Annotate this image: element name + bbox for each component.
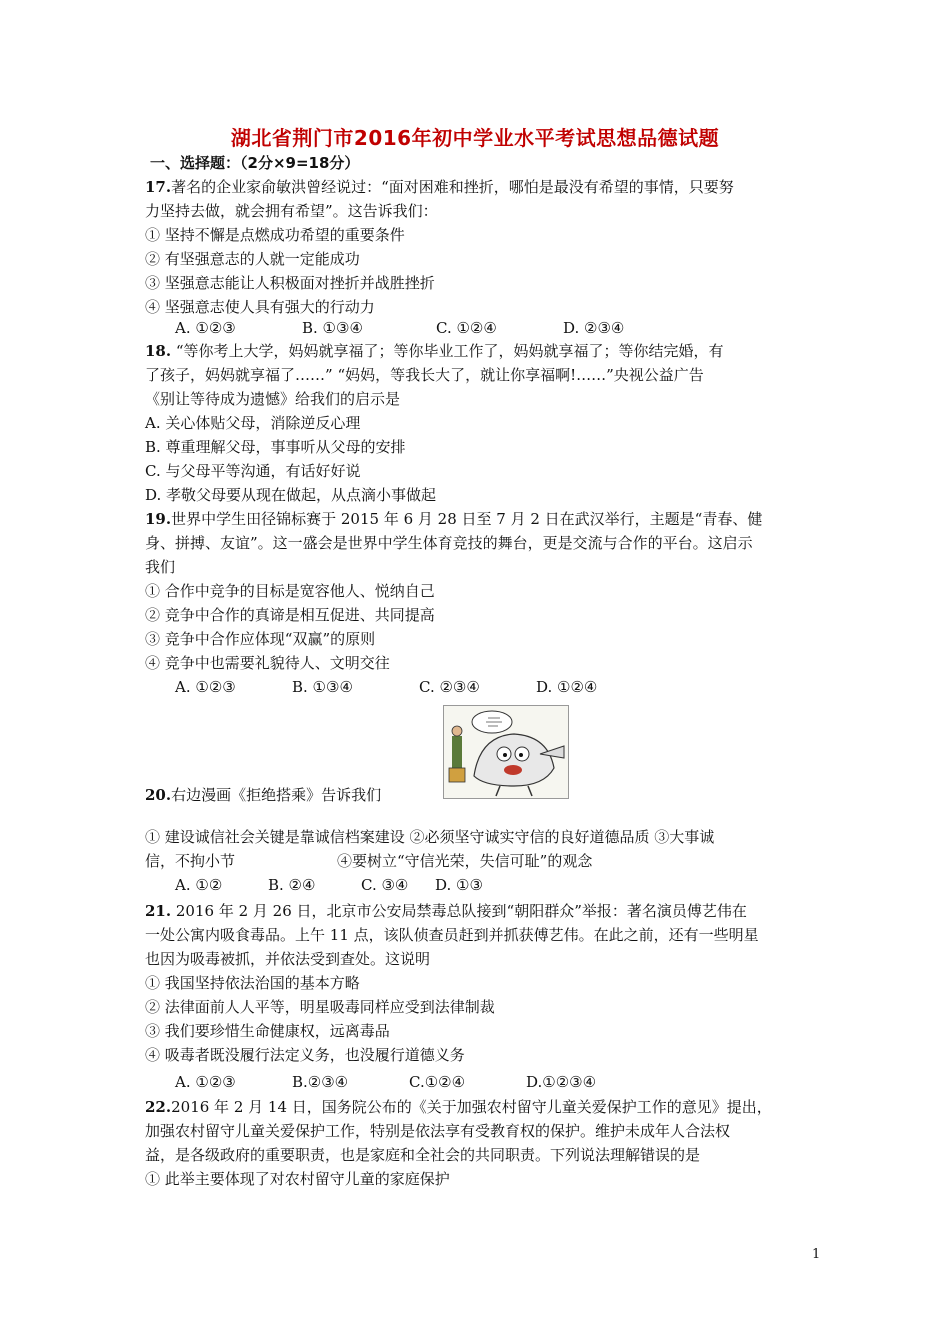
q21-statement-4: ④ 吸毒者既没履行法定义务，也没履行道德义务	[145, 1046, 465, 1064]
q17-number: 17.	[145, 178, 172, 196]
q17-option-d: D. ②③④	[563, 319, 625, 337]
q19-statement-4: ④ 竞争中也需要礼貌待人、文明交往	[145, 654, 390, 672]
q17-option-c: C. ①②④	[436, 319, 497, 337]
q21-option-d: D.①②③④	[526, 1073, 597, 1091]
q21-stem-text-1: 2016 年 2 月 26 日，北京市公安局禁毒总队接到“朝阳群众”举报：著名演员傅艺伟在	[171, 902, 747, 920]
q18-option-a: A. 关心体贴父母，消除逆反心理	[145, 414, 361, 432]
q20-option-d: D. ①③	[435, 876, 483, 894]
q20-option-c: C. ③④	[361, 876, 409, 894]
page-title: 湖北省荆门市2016年初中学业水平考试思想品德试题	[230, 126, 720, 150]
q19-stem-line-3: 我们	[145, 558, 176, 576]
cartoon-illustration	[444, 706, 568, 798]
q21-statement-3: ③ 我们要珍惜生命健康权，远离毒品	[145, 1022, 390, 1040]
q17-stem-text-1: 著名的企业家俞敏洪曾经说过：“面对困难和挫折，哪怕是最没有希望的事情，只要努	[171, 178, 734, 196]
q18-option-d: D. 孝敬父母要从现在做起，从点滴小事做起	[145, 486, 437, 504]
q22-stem-line-2: 加强农村留守儿童关爱保护工作，特别是依法享有受教育权的保护。维护未成年人合法权	[145, 1122, 731, 1140]
q19-statement-2: ② 竞争中合作的真谛是相互促进、共同提高	[145, 606, 435, 624]
q18-number: 18.	[145, 342, 172, 360]
q20-stem-text: 右边漫画《拒绝搭乘》告诉我们	[171, 786, 382, 804]
q22-stem-line-3: 益，是各级政府的重要职责，也是家庭和全社会的共同职责。下列说法理解错误的是	[145, 1146, 701, 1164]
q19-option-a: A. ①②③	[175, 678, 236, 696]
q17-statement-1: ① 坚持不懈是点燃成功希望的重要条件	[145, 226, 405, 244]
q17-stem-line-2: 力坚持去做，就会拥有希望”。这告诉我们：	[145, 202, 438, 220]
q21-stem-line-3: 也因为吸毒被抓，并依法受到查处。这说明	[145, 950, 431, 968]
q19-statement-3: ③ 竞争中合作应体现“双赢”的原则	[145, 630, 376, 648]
q17-statement-3: ③ 坚强意志能让人积极面对挫折并战胜挫折	[145, 274, 435, 292]
q19-options	[175, 678, 597, 696]
q21-option-c: C.①②④	[409, 1073, 466, 1091]
q19-option-d: D. ①②④	[536, 678, 598, 696]
q18-stem-line-2: 了孩子，妈妈就享福了……” “妈妈，等我长大了，就让你享福啊!……”央视公益广告	[145, 366, 704, 384]
q21-statement-1: ① 我国坚持依法治国的基本方略	[145, 974, 360, 992]
q19-stem-line-1	[145, 510, 762, 528]
q21-stem-line-2: 一处公寓内吸食毒品。上午 11 点，该队侦查员赶到并抓获傅艺伟。在此之前，还有一些明星	[145, 926, 759, 944]
q22-stem-line-1	[145, 1098, 772, 1116]
q17-statement-2: ② 有坚强意志的人就一定能成功	[145, 250, 360, 268]
q20-statement-3-cont: 信，不拘小节	[145, 852, 236, 870]
q21-number: 21.	[145, 902, 172, 920]
q18-stem-text-1: “等你考上大学，妈妈就享福了；等你毕业工作了，妈妈就享福了；等你结完婚，有	[171, 342, 724, 360]
q21-option-b: B.②③④	[292, 1073, 349, 1091]
q20-statements-line-2	[145, 852, 592, 870]
q22-number: 22.	[145, 1098, 172, 1116]
q17-statement-4: ④ 坚强意志使人具有强大的行动力	[145, 298, 375, 316]
q20-options	[175, 876, 483, 894]
q22-stem-text-1: 2016 年 2 月 14 日，国务院公布的《关于加强农村留守儿童关爱保护工作的意见》提出，	[171, 1098, 772, 1116]
q20-option-a: A. ①②	[175, 876, 223, 894]
q19-option-c: C. ②③④	[419, 678, 480, 696]
q19-statement-1: ① 合作中竞争的目标是宽容他人、悦纳自己	[145, 582, 435, 600]
q18-option-c: C. 与父母平等沟通，有话好好说	[145, 462, 361, 480]
q21-option-a: A. ①②③	[175, 1073, 236, 1091]
q21-stem-line-1	[145, 902, 747, 920]
q18-stem-line-1	[145, 342, 724, 360]
q22-statement-1: ① 此举主要体现了对农村留守儿童的家庭保护	[145, 1170, 450, 1188]
page-number: 1	[812, 1247, 821, 1262]
q17-options	[175, 319, 624, 337]
q18-option-b: B. 尊重理解父母，事事听从父母的安排	[145, 438, 406, 456]
q19-option-b: B. ①③④	[292, 678, 353, 696]
q21-statement-2: ② 法律面前人人平等，明星吸毒同样应受到法律制裁	[145, 998, 495, 1016]
q17-option-b: B. ①③④	[302, 319, 363, 337]
q21-options	[175, 1073, 596, 1091]
q17-stem-line-1	[145, 178, 734, 196]
q20-stem-line	[145, 786, 381, 804]
cartoon-image	[443, 705, 569, 799]
q19-number: 19.	[145, 510, 172, 528]
q20-option-b: B. ②④	[268, 876, 316, 894]
q19-stem-line-2: 身、拼搏、友谊”。这一盛会是世界中学生体育竞技的舞台，更是交流与合作的平台。这启示	[145, 534, 753, 552]
q19-stem-text-1: 世界中学生田径锦标赛于 2015 年 6 月 28 日至 7 月 2 日在武汉举行，主题是“青春、健	[171, 510, 763, 528]
q18-stem-line-3: 《别让等待成为遗憾》给我们的启示是	[145, 390, 401, 408]
section-heading: 一、选择题：（2分×9=18分）	[150, 154, 360, 172]
q20-number: 20.	[145, 786, 172, 804]
q20-statements-line-1: ① 建设诚信社会关键是靠诚信档案建设 ②必须坚守诚实守信的良好道德品质 ③大事诚	[145, 828, 715, 846]
q20-statement-4: ④要树立“守信光荣，失信可耻”的观念	[337, 852, 593, 870]
q17-option-a: A. ①②③	[175, 319, 236, 337]
